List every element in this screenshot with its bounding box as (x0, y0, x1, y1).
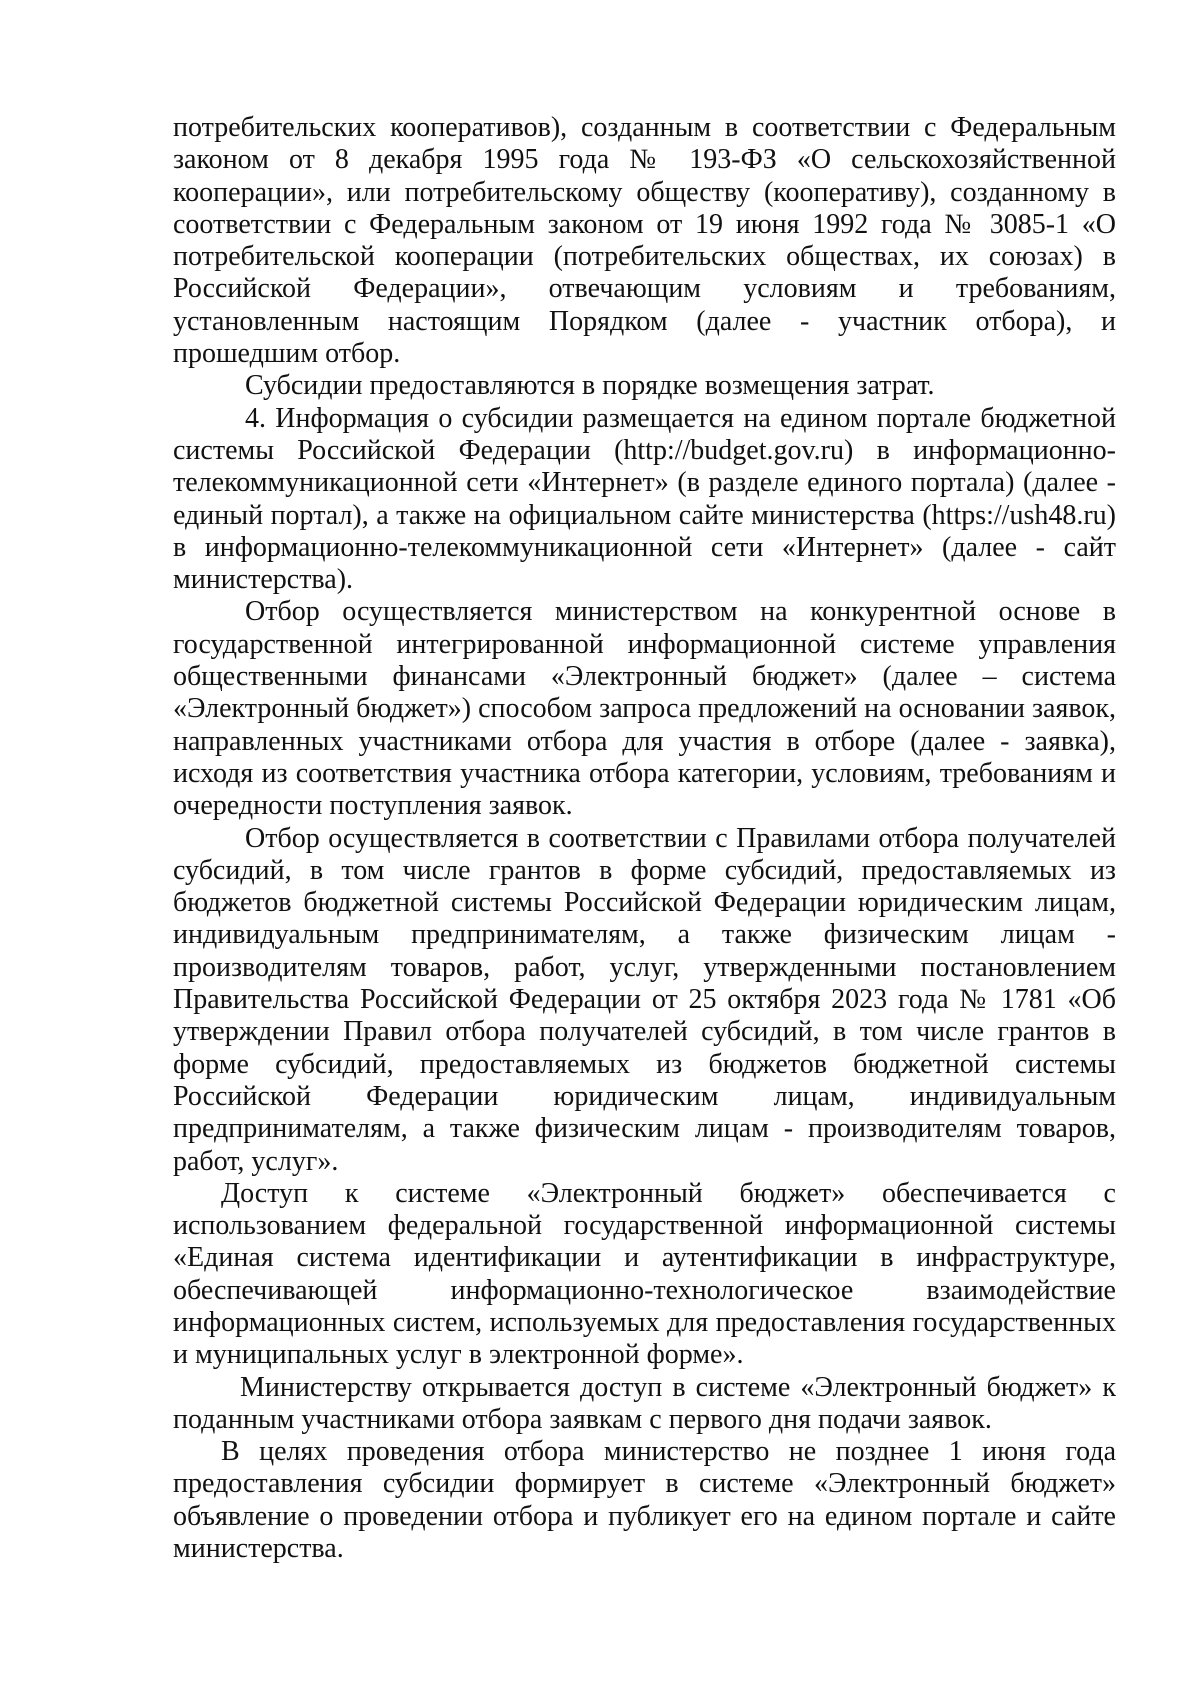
paragraph-announcement: В целях проведения отбора министерство не позднее 1 июня года предоставления субсидии формирует в системе «Электронный бюджет» объявление о проведении отбора и публикует его на едином портале и сайте министерства. (173, 1436, 1116, 1565)
paragraph-cooperatives: потребительских кооперативов), созданным в соответствии с Федеральным законом от 8 декабря 1995 года № 193-ФЗ «О сельскохозяйственной кооперации», или потребительскому обществу (кооперативу), созданному в соответствии с Федеральным законом от 19 июня 1992 года № 3085-1 «О потребительской кооперации (потребительских обществах, их союзах) в Российской Федерации», отвечающим условиям и требованиям, установленным настоящим Порядком (далее - участник отбора), и прошедшим отбор. (173, 112, 1116, 370)
paragraph-ministry-access: Министерству открывается доступ в системе «Электронный бюджет» к поданным участниками отбора заявкам с первого дня подачи заявок. (173, 1371, 1116, 1435)
paragraph-system-access: Доступ к системе «Электронный бюджет» обеспечивается с использованием федеральной государственной информационной системы «Единая система идентификации и аутентификации в инфраструктуре, обеспечивающей информационно-технологическое взаимодействие информационных систем, используемых для предоставления государственных и муниципальных услуг в электронной форме». (173, 1177, 1116, 1371)
paragraph-item-4-information: 4. Информация о субсидии размещается на едином портале бюджетной системы Российской Федерации (http://budget.gov.ru) в информационно-телекоммуникационной сети «Интернет» (в разделе единого портала) (далее - единый портал), а также на официальном сайте министерства (https://ush48.ru) в информационно-телекоммуникационной сети «Интернет» (далее - сайт министерства). (173, 402, 1116, 596)
document-page (173, 112, 1116, 1565)
paragraph-selection-competitive: Отбор осуществляется министерством на конкурентной основе в государственной интегрированной информационной системе управления общественными финансами «Электронный бюджет» (далее – система «Электронный бюджет») способом запроса предложений на основании заявок, направленных участниками отбора для участия в отборе (далее - заявка), исходя из соответствия участника отбора категории, условиям, требованиям и очередности поступления заявок. (173, 596, 1116, 822)
paragraph-selection-rules: Отбор осуществляется в соответствии с Правилами отбора получателей субсидий, в том числе грантов в форме субсидий, предоставляемых из бюджетов бюджетной системы Российской Федерации юридическим лицам, индивидуальным предпринимателям, а также физическим лицам - производителям товаров, работ, услуг, утвержденными постановлением Правительства Российской Федерации от 25 октября 2023 года № 1781 «Об утверждении Правил отбора получателей субсидий, в том числе грантов в форме субсидий, предоставляемых из бюджетов бюджетной системы Российской Федерации юридическим лицам, индивидуальным предпринимателям, а также физическим лицам - производителям товаров, работ, услуг». (173, 822, 1116, 1177)
paragraph-subsidy-compensation: Субсидии предоставляются в порядке возмещения затрат. (245, 370, 935, 402)
